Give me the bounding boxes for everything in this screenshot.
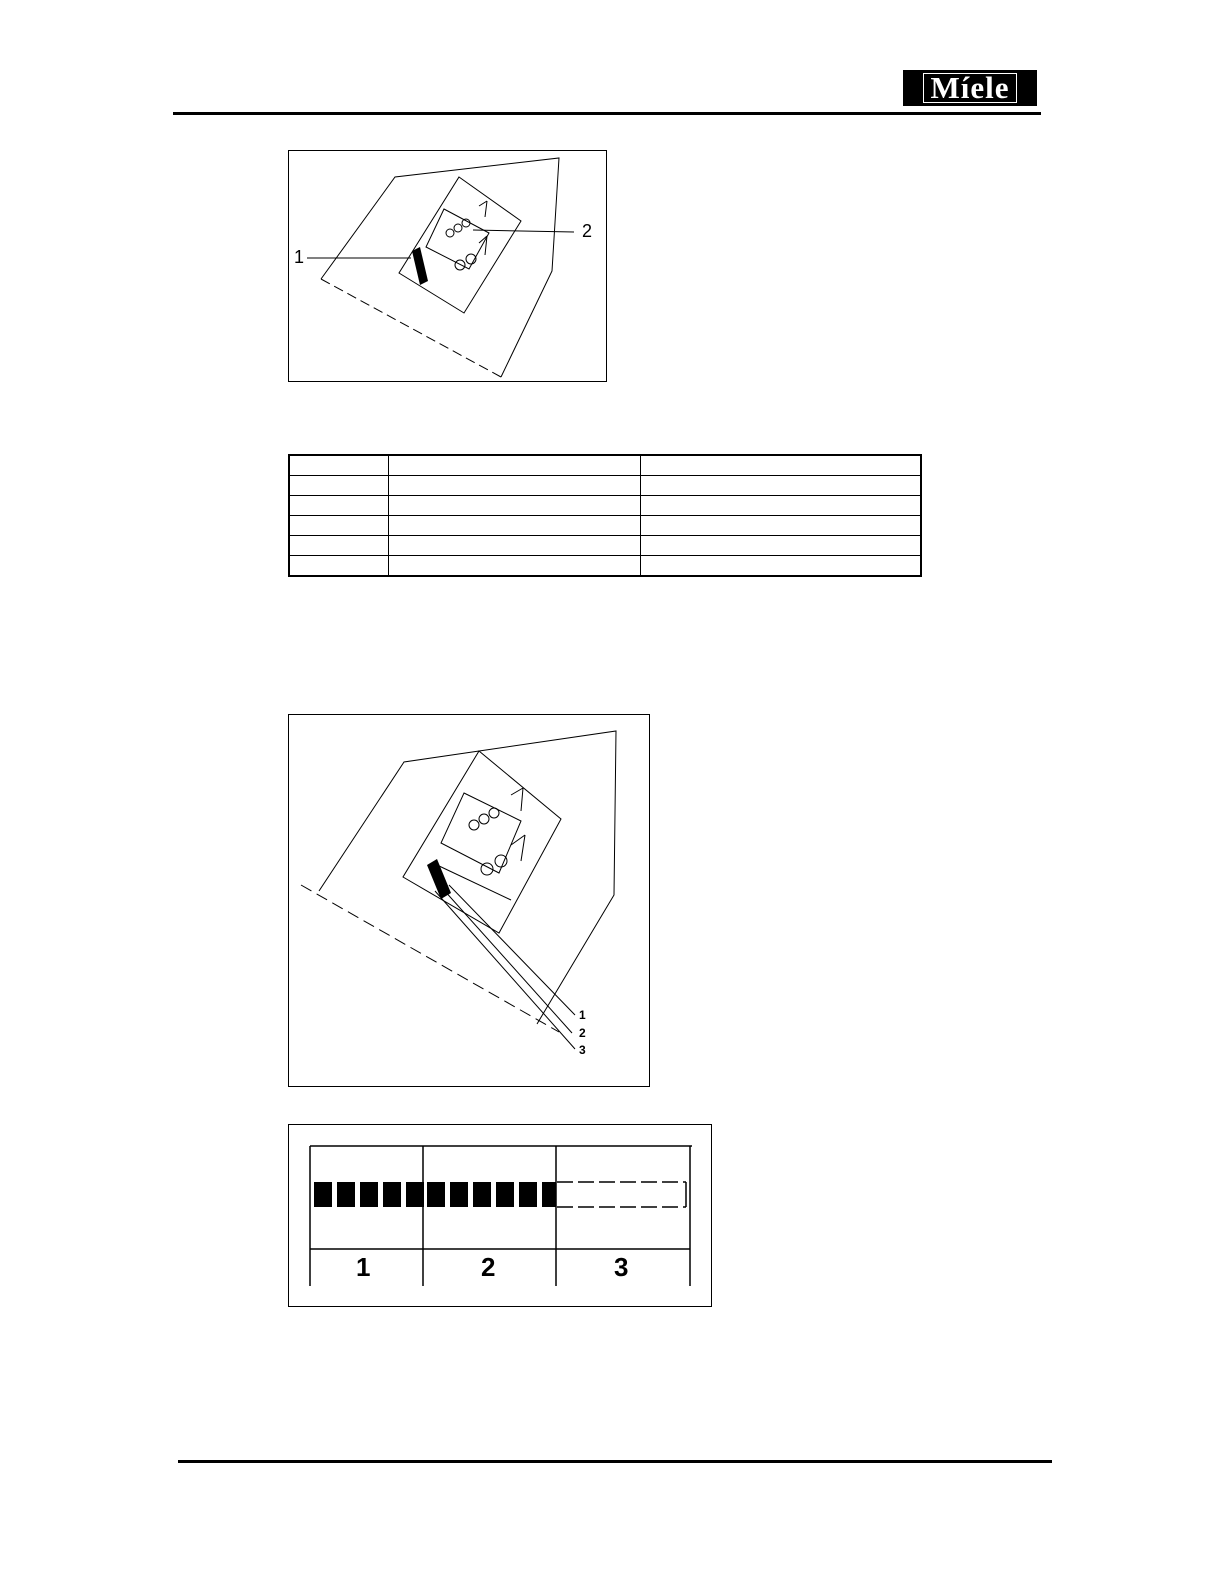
empty-table [288,454,922,577]
callout-1: 1 [294,247,305,267]
table-row [289,476,921,496]
position-scale-diagram [289,1125,713,1308]
switch-illustration-1 [289,151,608,383]
callout-1: 1 [579,1008,586,1022]
callout-2: 2 [582,221,593,241]
table-row [289,556,921,577]
miele-logo [903,70,1037,106]
header-rule [173,112,1041,115]
figure-1-switch-detail [288,150,607,382]
table-cell [388,556,640,577]
table-cell [388,455,640,476]
table-cell [388,536,640,556]
table-cell [640,516,921,536]
scale-label-1: 1 [356,1252,371,1282]
callout-2: 2 [579,1026,586,1040]
table-cell [640,556,921,577]
table-cell [289,536,388,556]
table-cell [289,455,388,476]
switch-illustration-2 [289,715,651,1088]
callout-3: 3 [579,1043,586,1057]
table-row [289,496,921,516]
table-cell [640,536,921,556]
scale-label-3: 3 [614,1252,629,1282]
table-cell [289,496,388,516]
table-cell [640,496,921,516]
table-cell [289,556,388,577]
table-cell [289,516,388,536]
table-cell [640,455,921,476]
table-cell [388,516,640,536]
footer-rule [178,1460,1052,1463]
table-cell [388,496,640,516]
table-cell [289,476,388,496]
figure-2-switch-positions [288,714,650,1087]
table-row [289,455,921,476]
table-cell [640,476,921,496]
brand-wordmark: Míele [923,73,1016,103]
scale-label-2: 2 [481,1252,496,1282]
table-row [289,536,921,556]
figure-3-position-scale [288,1124,712,1307]
table-row [289,516,921,536]
table-cell [388,476,640,496]
